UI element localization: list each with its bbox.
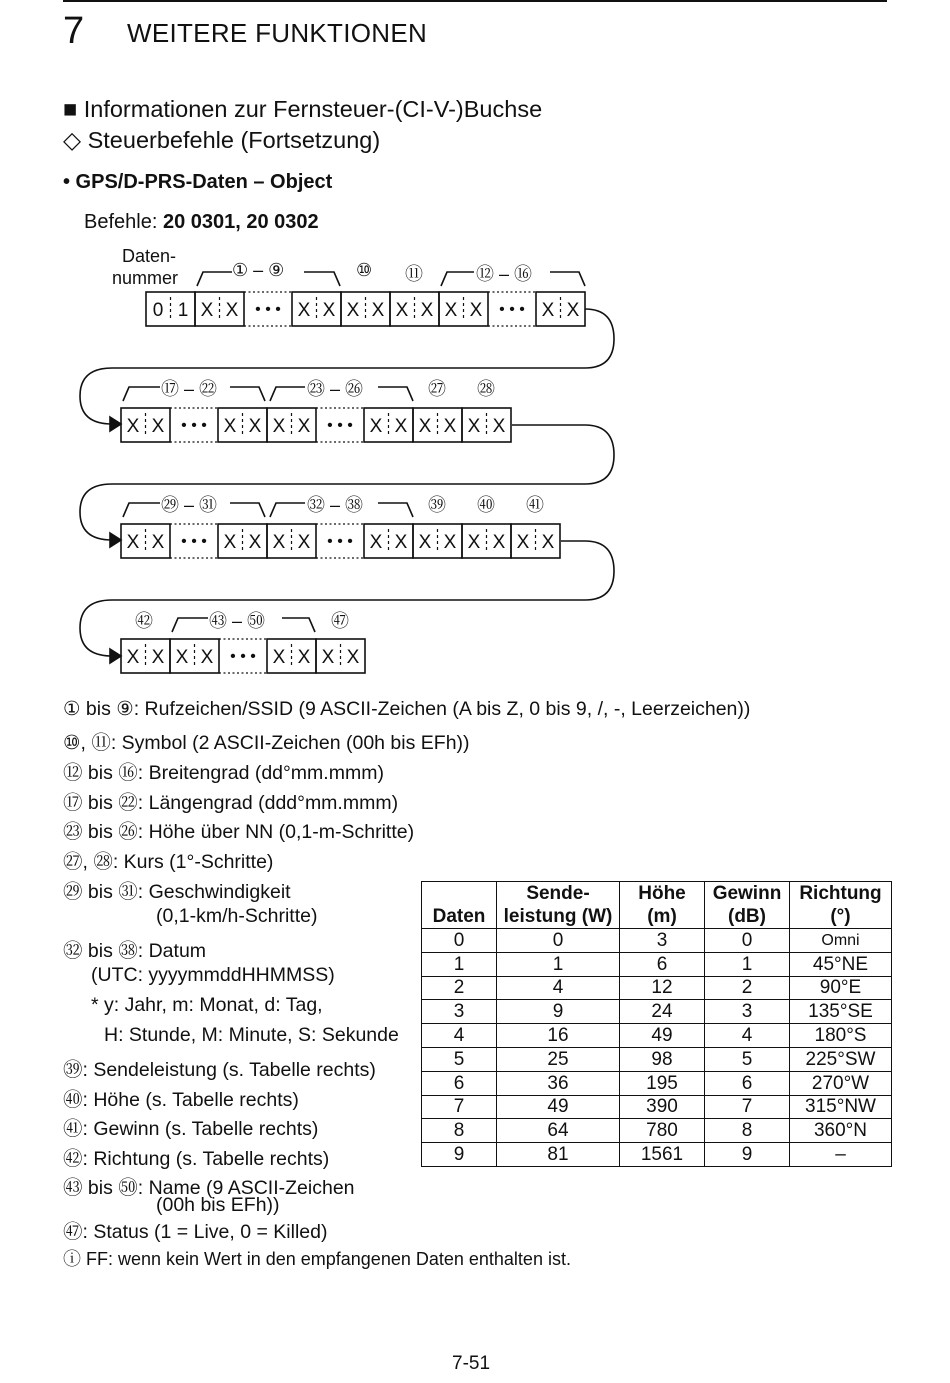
bracket-left [172,618,208,632]
legend-line: ㉗, ㉘: Kurs (1°-Schritte) [63,851,274,873]
info-note: ⓘ FF: wenn kein Wert in den empfangenen Daten enthalten ist. [63,1249,571,1269]
table-cell: 270°W [790,1071,892,1095]
byte-digit: X [248,416,262,437]
table-cell: 25 [497,1047,620,1071]
legend-line: (UTC: yyyymmddHHMMSS) [91,964,335,986]
table-cell: 4 [497,976,620,1000]
table-cell: 49 [620,1024,705,1048]
table-cell: 6 [422,1071,497,1095]
bracket-left [197,272,232,286]
table-cell: 45°NE [790,952,892,976]
table-cell: – [790,1143,892,1167]
table-cell: 4 [422,1024,497,1048]
table-row [422,976,892,1000]
legend-line: ㉓ bis ㉖: Höhe über NN (0,1-m-Schritte) [63,821,415,843]
byte-digit: X [443,532,457,553]
byte-digit: X [151,416,165,437]
col-header-hoehe: Höhe (m) [620,882,705,929]
table-cell: 16 [497,1024,620,1048]
row4-bracket-label-2: ㊸ – ㊿ [209,611,266,631]
table-cell: 2 [422,976,497,1000]
table-cell: 12 [620,976,705,1000]
bracket-left [270,387,305,401]
byte-digit: X [418,416,432,437]
byte-digit: X [223,416,237,437]
byte-digit: 0 [152,300,164,321]
bracket-left [270,503,305,517]
byte-digit: X [223,532,237,553]
row1-bracket-label-3: ⑪ [405,264,423,284]
table-cell: 4 [705,1024,790,1048]
byte-digit: 1 [177,300,189,321]
byte-digit: X [516,532,530,553]
table-cell: 225°SW [790,1047,892,1071]
row2-bracket-label-4: ㉘ [477,379,495,399]
table-cell: 24 [620,1000,705,1024]
table-cell: 49 [497,1095,620,1119]
table-cell: 8 [705,1119,790,1143]
legend-line: (00h bis EFh)) [156,1194,280,1216]
legend-line: ㉜ bis ㊳: Datum [63,940,207,962]
table-cell: 5 [422,1047,497,1071]
legend-line: ㊷: Richtung (s. Tabelle rechts) [63,1148,330,1170]
legend-line: ⑫ bis ⑯: Breitengrad (dd°mm.mmm) [63,762,384,784]
data-number-label: Daten- [122,246,177,266]
ellipsis: • • • [327,417,353,434]
table-cell: 180°S [790,1024,892,1048]
byte-digit: X [346,300,360,321]
bracket-right [378,503,413,517]
byte-digit: X [371,300,385,321]
row1-bracket-label-2: ⑩ [356,260,373,280]
bracket-right [230,503,265,517]
byte-digit: X [369,416,383,437]
col-header-sendeleistung: Sende- leistung (W) [497,882,620,929]
table-row [422,1071,892,1095]
table-cell: 195 [620,1071,705,1095]
chapter-title: WEITERE FUNKTIONEN [127,18,428,48]
byte-digit: X [322,300,336,321]
row3-bracket-label-5: ㊶ [526,495,544,515]
byte-digit: X [126,416,140,437]
row3-bracket-label-2: ㉜ – ㊳ [307,495,364,515]
table-cell: 135°SE [790,1000,892,1024]
legend-line: * y: Jahr, m: Monat, d: Tag, [91,994,323,1016]
legend-line: ⑩, ⑪: Symbol (2 ASCII-Zeichen (00h bis EFh)) [63,732,470,754]
section-subtitle: ◇ Steuerbefehle (Fortsetzung) [63,127,381,153]
byte-digit: X [297,532,311,553]
byte-digit: X [200,300,214,321]
legend-line: ㊼: Status (1 = Live, 0 = Killed) [63,1221,328,1243]
row1-bracket-label-4: ⑫ – ⑯ [476,264,533,284]
byte-digit: X [492,416,506,437]
legend-line: ㊶: Gewinn (s. Tabelle rechts) [63,1118,319,1140]
table-cell: 8 [422,1119,497,1143]
byte-digit: X [541,300,555,321]
table-cell: 98 [620,1047,705,1071]
item-title: • GPS/D-PRS-Daten – Object [63,171,333,193]
legend-line: ㉙ bis ㉛: Geschwindigkeit [63,881,291,903]
table-cell: 36 [497,1071,620,1095]
table-cell: Omni [790,929,892,953]
table-cell: 390 [620,1095,705,1119]
legend-line: ㊴: Sendeleistung (s. Tabelle rechts) [63,1059,376,1081]
table-cell: 7 [422,1095,497,1119]
byte-digit: X [467,532,481,553]
data-number-label-2: nummer [112,268,179,288]
table-header-row [422,882,892,929]
byte-digit: X [492,532,506,553]
byte-digit: X [272,532,286,553]
byte-digit: X [566,300,580,321]
table-cell: 5 [705,1047,790,1071]
byte-digit: X [126,532,140,553]
table-cell: 315°NW [790,1095,892,1119]
col-header-richtung: Richtung (°) [790,882,892,929]
byte-digit: X [394,416,408,437]
col-header-gewinn: Gewinn (dB) [705,882,790,929]
bracket-right [550,272,585,286]
byte-digit: X [541,532,555,553]
table-cell: 90°E [790,976,892,1000]
legend-line: H: Stunde, M: Minute, S: Sekunde [104,1024,399,1046]
legend-line: (0,1-km/h-Schritte) [156,905,318,927]
table-cell: 780 [620,1119,705,1143]
table-cell: 3 [620,929,705,953]
ellipsis: • • • [255,301,281,318]
row3-bracket-label-3: ㊴ [428,495,446,515]
table-cell: 1561 [620,1143,705,1167]
table-cell: 9 [497,1000,620,1024]
table-cell: 64 [497,1119,620,1143]
table-cell: 3 [422,1000,497,1024]
command-values: 20 0301, 20 0302 [162,211,319,233]
table-cell: 6 [705,1071,790,1095]
byte-digit: X [297,300,311,321]
byte-digit: X [443,416,457,437]
byte-digit: X [248,532,262,553]
row3-bracket-label-4: ㊵ [477,495,495,515]
byte-sequence-diagram [0,0,950,690]
arrowhead [110,417,121,431]
table-cell: 9 [705,1143,790,1167]
byte-digit: X [297,416,311,437]
table-cell: 81 [497,1143,620,1167]
byte-digit: X [126,647,140,668]
bracket-left [123,503,160,517]
command-label: Befehle: [84,211,158,233]
table-cell: 9 [422,1143,497,1167]
byte-digit: X [151,532,165,553]
ellipsis: • • • [181,533,207,550]
legend-line: ① bis ⑨: Rufzeichen/SSID (9 ASCII-Zeichen (A bis Z, 0 bis 9, /, -, Leerzeichen)) [63,698,751,720]
table-cell: 1 [497,952,620,976]
row3-bracket-label-1: ㉙ – ㉛ [161,495,218,515]
ellipsis: • • • [327,533,353,550]
table-cell: 0 [497,929,620,953]
table-cell: 0 [705,929,790,953]
ellipsis: • • • [499,301,525,318]
byte-digit: X [395,300,409,321]
table-cell: 0 [422,929,497,953]
byte-digit: X [444,300,458,321]
byte-digit: X [272,647,286,668]
table-row [422,952,892,976]
bracket-left [123,387,160,401]
table-cell: 6 [620,952,705,976]
byte-digit: X [369,532,383,553]
byte-digit: X [200,647,214,668]
table-cell: 7 [705,1095,790,1119]
chapter-number: 7 [63,10,85,52]
table-cell: 1 [705,952,790,976]
row4-bracket-label-3: ㊼ [331,611,349,631]
byte-digit: X [297,647,311,668]
table-row [422,1119,892,1143]
row1-bracket-label-1: ① – ⑨ [232,260,285,280]
table-cell: 360°N [790,1119,892,1143]
byte-digit: X [175,647,189,668]
ellipsis: • • • [181,417,207,434]
byte-digit: X [469,300,483,321]
bracket-right [230,387,265,401]
table-row [422,1143,892,1167]
row2-bracket-label-2: ㉓ – ㉖ [307,379,364,399]
page-number: 7-51 [452,1353,491,1374]
table-cell: 3 [705,1000,790,1024]
row4-bracket-label-1: ㊷ [135,611,153,631]
ellipsis: • • • [230,648,256,665]
table-row [422,1000,892,1024]
legend-line: ㊵: Höhe (s. Tabelle rechts) [63,1089,299,1111]
bracket-right [378,387,413,401]
table-cell: 2 [705,976,790,1000]
arrowhead [110,533,121,547]
byte-digit: X [418,532,432,553]
byte-digit: X [346,647,360,668]
legend-line: ⑰ bis ㉒: Längengrad (ddd°mm.mmm) [63,792,399,814]
byte-digit: X [394,532,408,553]
byte-digit: X [467,416,481,437]
byte-digit: X [321,647,335,668]
byte-digit: X [151,647,165,668]
table-row [422,1095,892,1119]
table-row [422,1047,892,1071]
legend-line: ㊸ bis ㊿: Name (9 ASCII-Zeichen [63,1177,355,1199]
row2-bracket-label-1: ⑰ – ㉒ [161,379,218,399]
table-cell: 1 [422,952,497,976]
section-title: ■ Informationen zur Fernsteuer-(CI-V-)Buchse [63,96,543,122]
bracket-right [304,272,340,286]
bracket-left [441,272,474,286]
bracket-right [282,618,315,632]
table-row [422,1024,892,1048]
table-row [422,929,892,953]
byte-digit: X [420,300,434,321]
row2-bracket-label-3: ㉗ [428,379,446,399]
byte-digit: X [272,416,286,437]
value-table [421,881,892,1167]
col-header-daten: Daten [422,882,497,929]
byte-digit: X [225,300,239,321]
arrowhead [110,649,121,663]
